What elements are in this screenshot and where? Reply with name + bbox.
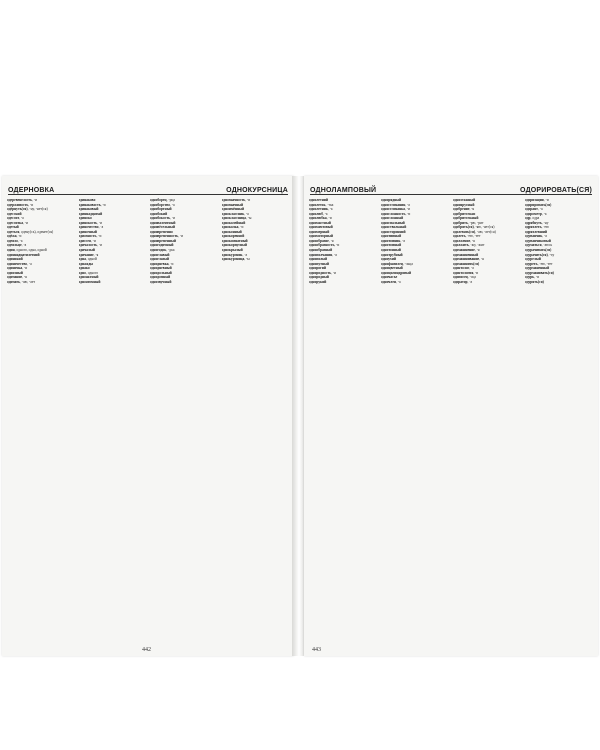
dictionary-entry: однолетний [309, 198, 328, 202]
dictionary-entry: одомашнивание, -я [453, 257, 484, 262]
dictionary-entry: однообразие, -я [309, 238, 334, 243]
dictionary-entry: одинокий [7, 257, 23, 262]
dictionary-entry: однажды [78, 261, 94, 266]
dictionary-entry: одёрнуть(ся), -ну, -нет(ся) [7, 207, 48, 212]
dictionary-entry: одиннадцатилетний [7, 252, 40, 257]
dictionary-entry: одноатомный [78, 279, 101, 284]
dictionary-entry: одномерный [309, 229, 330, 234]
dictionary-entry: одобрять(ся), -яю, -яет(ся) [453, 225, 495, 230]
dictionary-entry: однодомный [150, 275, 171, 280]
dictionary-entry: одноцилиндровый [381, 270, 412, 275]
dictionary-entry: одряхлевший [525, 229, 547, 234]
dictionary-entry: одновёсельный [150, 225, 175, 230]
dictionary-entry: одрябнуть, -ну [525, 220, 549, 225]
column-1 [309, 198, 377, 642]
dictionary-columns [309, 198, 593, 642]
dictionary-entry: однополчанин, -а [309, 252, 337, 257]
dictionary-entry: одесский [7, 211, 22, 216]
column-1 [7, 198, 75, 642]
dictionary-entry: одомашнение, -я [453, 248, 480, 253]
dictionary-entry: однобортный [150, 207, 172, 212]
dictionary-entry: одеяло, -а [7, 238, 23, 243]
dictionary-entry: одеяльце, -а [7, 243, 27, 248]
dictionary-entry: одобрительный [453, 216, 479, 221]
dictionary-entry: одноухий [381, 257, 396, 262]
dictionary-entry: односложность, -и [381, 211, 411, 216]
dictionary-entry: одноцветный [381, 266, 403, 271]
dictionary-entry: одичалый [78, 248, 95, 253]
dictionary-entry: одобрение, -я [453, 207, 475, 212]
column-2 [381, 198, 449, 642]
dictionary-entry: одногодок, -дка [150, 248, 175, 253]
dictionary-entry: один, одного, одна, одной [7, 248, 47, 253]
dictionary-entry: одночлен, -а [381, 279, 401, 284]
dictionary-entry: одомашнить(ся) [453, 261, 480, 266]
dictionary-entry: однорядный [381, 198, 402, 202]
dictionary-entry: одурачивать(ся) [525, 248, 552, 253]
dictionary-entry: одиннадцатый [78, 211, 103, 216]
dictionary-entry: одномачтовый [309, 225, 333, 230]
dictionary-entry: одноярусный [453, 202, 475, 207]
dictionary-entry: одурманивать(ся) [525, 270, 554, 275]
dictionary-entry: одноколейный [221, 220, 246, 225]
dictionary-entry: одноэтажный [453, 198, 476, 202]
dictionary-entry: однокурсница, -ы [221, 257, 250, 262]
dictionary-entry: одуреть, -ею, -еет [525, 261, 553, 266]
dictionary-entry: одиноко [78, 216, 92, 221]
dictionary-entry: одетый [7, 225, 19, 230]
dictionary-entry: одноколка, -и [221, 225, 244, 230]
column-3 [150, 198, 218, 642]
dictionary-entry: одиночка, -и [7, 266, 28, 271]
dictionary-entry: однофамилец, -льца [381, 261, 413, 266]
dictionary-entry: одноимённый [221, 207, 245, 212]
dictionary-entry: одинаковый [78, 207, 99, 212]
dictionary-entry: одновременно [150, 229, 173, 234]
running-head [310, 182, 592, 195]
dictionary-entry: однодневка, -и [150, 261, 174, 266]
dictionary-entry: одорировать(ся) [525, 202, 552, 207]
dictionary-entry: одиночество, -а [7, 261, 32, 266]
dictionary-entry: однокорпусный [221, 243, 247, 248]
dictionary-entry: однотомный [381, 243, 402, 248]
right-page [304, 176, 598, 656]
dictionary-entry: однополый [309, 257, 328, 262]
dictionary-entry: одноборец, -рца [150, 198, 175, 202]
dictionary-entry: однолетник, -а [309, 207, 333, 212]
dictionary-entry: одновалентный [150, 220, 176, 225]
dictionary-entry: односпальный [381, 220, 405, 225]
dictionary-entry: однокомнатный [221, 238, 248, 243]
running-head-last-word: ОДНОКУРСНИЦА [226, 187, 288, 194]
dictionary-entry: одновременность, -и [150, 234, 183, 239]
dictionary-entry: однообразность, -и [309, 243, 340, 248]
dictionary-entry: одобрить, -рю, -рит [453, 220, 484, 225]
dictionary-entry: одурачить(ся), -чу [525, 252, 555, 257]
dictionary-entry: однокрылый [221, 248, 243, 253]
dictionary-entry: однопутный [309, 261, 329, 266]
dictionary-entry: одинаковость, -и [78, 202, 106, 207]
dictionary-entry: однотипный [381, 234, 402, 239]
dictionary-entry: одолеть, -ею, -еет [453, 234, 481, 239]
dictionary-entry: одиночный [78, 229, 97, 234]
dictionary-entry: однодневный [150, 266, 172, 271]
dictionary-entry: одописец, -сца [453, 275, 476, 280]
dictionary-entry: однобокий [150, 211, 168, 216]
dictionary-entry: односельчанин, -а [381, 202, 410, 207]
dictionary-entry: одичалость, -и [78, 243, 102, 248]
dictionary-entry: одноглавый [150, 252, 170, 257]
dictionary-entry: однодольный [150, 270, 172, 275]
page-number: 443 [312, 647, 321, 653]
dictionary-entry: одоризация, -и [525, 198, 549, 202]
dictionary-entry: одорант, -а [525, 207, 543, 212]
dictionary-entry: одержимость, -и [7, 202, 34, 207]
dictionary-entry: одурять(ся) [525, 279, 544, 284]
dictionary-entry: одомашненный [453, 252, 479, 257]
column-4 [525, 198, 593, 642]
dictionary-entry: одряхлеть, -ею [525, 225, 549, 230]
dictionary-entry: одиночество, -а [78, 225, 104, 230]
dictionary-entry: однорогий [309, 266, 326, 271]
running-head-last-word: ОДОРИРОВАТЬ(СЯ) [520, 187, 592, 194]
dictionary-entry: однородный [309, 275, 329, 280]
dictionary-entry: одеревенелость, -и [7, 198, 37, 202]
dictionary-entry: односложный [381, 216, 404, 221]
dictionary-entry: одобрительно [453, 211, 476, 216]
dictionary-entry: одурь, -и [525, 275, 540, 280]
dictionary-entry: одноактный [78, 275, 99, 280]
dictionary-entry: однозначность, -и [221, 198, 251, 202]
dictionary-entry: одичание, -я [78, 252, 99, 257]
column-4 [222, 198, 290, 642]
dictionary-entry: одолевать(ся), -аю, -ает(ся) [453, 229, 496, 234]
dictionary-entry: однолюб, -а [309, 211, 328, 216]
dictionary-entry: одолжить, -жу, -жит [453, 243, 485, 248]
dictionary-entry: одногодичный [150, 243, 174, 248]
dictionary-entry: однотонный [381, 248, 401, 253]
dictionary-entry: однорукий [309, 279, 327, 284]
dictionary-entry: одномастный [309, 220, 331, 225]
dictionary-entry: одеться, одену(сь), оденет(ся) [7, 229, 54, 234]
running-head-first-word: ОДЕРНОВКА [8, 187, 55, 194]
dictionary-entry: однобокость, -и [150, 216, 175, 221]
column-3 [453, 198, 521, 642]
dictionary-entry: одиссея, -и [78, 238, 96, 243]
dictionary-entry: одноборство, -а [150, 202, 175, 207]
dictionary-entry: одноклассник, -а [221, 211, 249, 216]
dictionary-entry: односторонний [381, 229, 406, 234]
dictionary-entry: одесситка, -и [7, 220, 28, 225]
dictionary-entry: одолжение, -я [453, 238, 475, 243]
left-page [2, 176, 294, 656]
dictionary-entry: одуванчиковый [525, 238, 551, 243]
dictionary-entry: однако [78, 266, 90, 271]
page-number: 442 [142, 647, 151, 653]
dictionary-entry: односельчанка, -и [381, 207, 410, 212]
dictionary-entry: одноконный [221, 229, 242, 234]
dictionary-entry: одно, одного [78, 270, 99, 275]
dictionary-entry: одиозный [7, 270, 23, 275]
dictionary-entry: одр, одра [525, 216, 540, 221]
dictionary-entry: одинокость, -и [78, 220, 102, 225]
dictionary-entry: одинаково [78, 198, 96, 202]
dictionary-entry: одуванчик, -а [525, 234, 547, 239]
dictionary-entry: однокурсник, -а [221, 252, 248, 257]
dictionary-entry: одурманенный [525, 266, 550, 271]
running-head-first-word: ОДНОЛАМПОВЫЙ [310, 187, 377, 194]
dictionary-entry: одичание, -я [7, 275, 27, 280]
dictionary-entry: одорометр, -а [525, 211, 547, 216]
running-head [8, 182, 288, 195]
dictionary-entry: однотрубный [381, 252, 403, 257]
dictionary-entry: одновременный [150, 238, 176, 243]
dictionary-entry: однозначный [221, 202, 244, 207]
dictionary-entry: одонтолог, -а [453, 266, 474, 271]
dictionary-entry: однокоренной [221, 234, 245, 239]
dictionary-entry: одурелый [525, 257, 541, 262]
dictionary-entry: одиозность, -и [78, 234, 102, 239]
dictionary-entry: одуматься, -аюсь [525, 243, 553, 248]
dictionary-entry: одноклассница, -ы [221, 216, 252, 221]
dictionary-entry: однолеток, -тка [309, 202, 334, 207]
column-2 [79, 198, 147, 642]
dictionary-entry: однообразный [309, 248, 333, 253]
dictionary-entry: одночасье [381, 275, 398, 280]
dictionary-entry: однолюбка, -и [309, 216, 332, 221]
dictionary-entry: однородность, -и [309, 270, 336, 275]
dictionary-entry: одессит, -а [7, 216, 24, 221]
dictionary-entry: одичать, -аю, -ает [7, 279, 36, 284]
dictionary-columns [7, 198, 289, 642]
dictionary-entry: одномоторный [309, 234, 333, 239]
dictionary-entry: одёжа, -и [7, 234, 22, 239]
dictionary-entry: однотомник, -а [381, 238, 406, 243]
dictionary-entry: одноствольный [381, 225, 407, 230]
dictionary-entry: одоратор, -а [453, 279, 473, 284]
dictionary-entry: однозвучный [150, 279, 172, 284]
dictionary-entry: одна, одной [78, 257, 97, 262]
dictionary-entry: одноглазый [150, 257, 169, 262]
dictionary-entry: одонтология, -и [453, 270, 479, 275]
